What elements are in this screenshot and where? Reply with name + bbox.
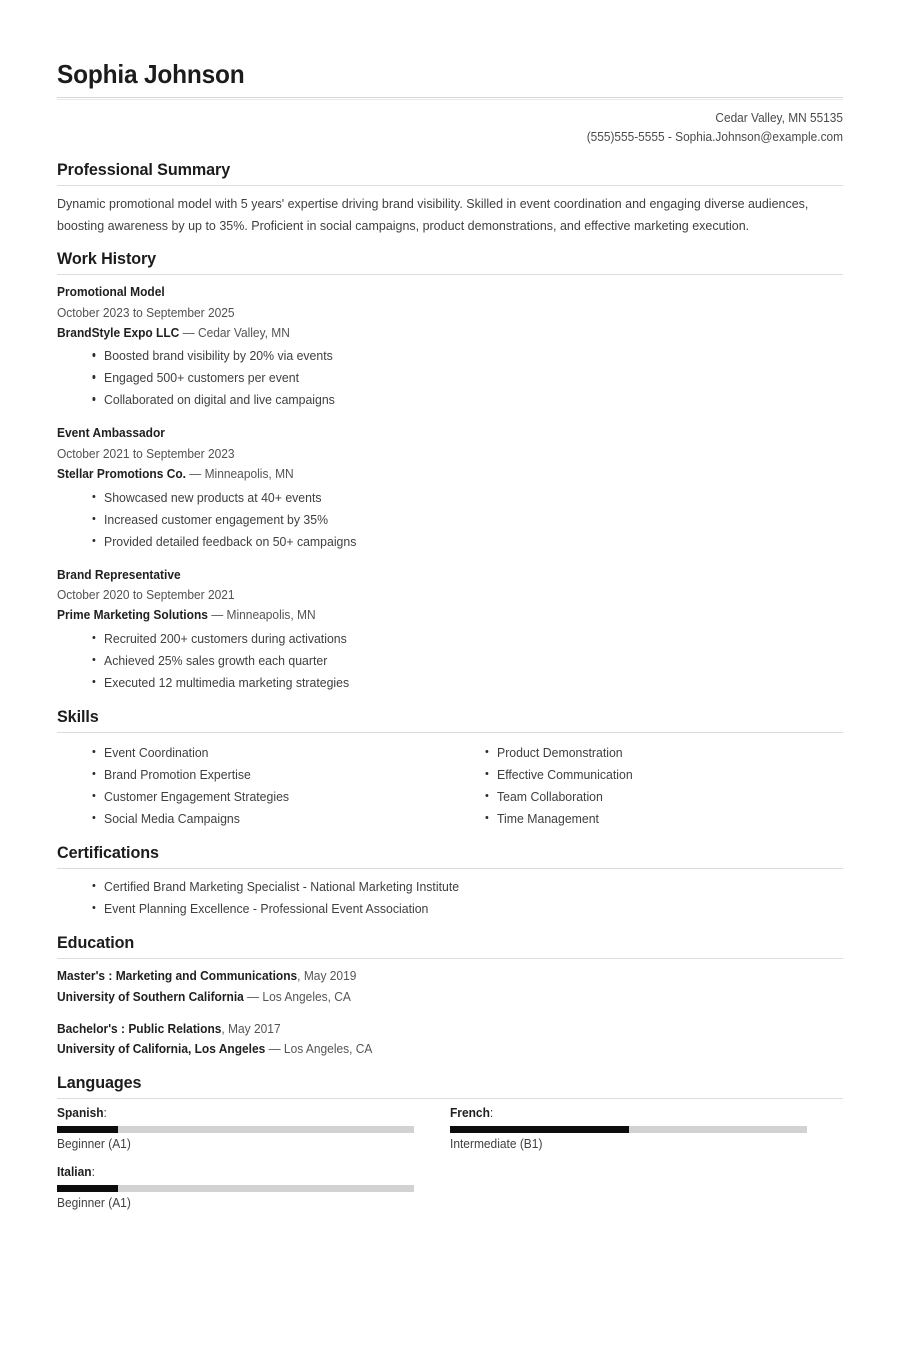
job-company-name: Prime Marketing Solutions xyxy=(57,608,208,623)
education-location: — Los Angeles, CA xyxy=(265,1042,373,1057)
language-name-colon: : xyxy=(489,1106,494,1121)
language-proficiency-track xyxy=(57,1185,414,1192)
education-location: — Los Angeles, CA xyxy=(243,989,351,1004)
resume-header xyxy=(57,60,843,147)
job-bullet: Showcased new products at 40+ events xyxy=(104,487,813,509)
section-title-certifications: Certifications xyxy=(57,842,159,862)
job-bullet-list xyxy=(57,345,843,411)
job-bullet: Increased customer engagement by 35% xyxy=(104,509,813,531)
job-bullet: Executed 12 multimedia marketing strategies xyxy=(104,672,813,694)
education-entry xyxy=(57,1019,843,1061)
section-title-skills: Skills xyxy=(57,706,99,726)
skill-item: Social Media Campaigns xyxy=(104,808,436,830)
skills-list-left xyxy=(57,742,450,830)
education-entry xyxy=(57,966,843,1008)
work-history-entry xyxy=(57,423,843,552)
section-title-work-history: Work History xyxy=(57,249,157,269)
job-bullet-list xyxy=(57,487,843,553)
section-divider xyxy=(57,868,843,869)
language-level-label: Beginner (A1) xyxy=(57,1196,131,1211)
section-languages xyxy=(57,1073,843,1224)
education-degree-line xyxy=(57,966,804,987)
job-bullet: Engaged 500+ customers per event xyxy=(104,367,813,389)
job-bullet: Collaborated on digital and live campaigns xyxy=(104,389,813,411)
job-company-location xyxy=(57,464,804,484)
job-bullet: Recruited 200+ customers during activations xyxy=(104,628,813,650)
section-skills xyxy=(57,707,843,830)
contact-block xyxy=(96,109,843,148)
section-professional-summary xyxy=(57,160,843,236)
skills-column-right xyxy=(450,740,843,830)
education-school: University of Southern California xyxy=(57,989,244,1004)
language-proficiency-track xyxy=(57,1126,414,1133)
language-entry xyxy=(57,1106,450,1151)
education-list xyxy=(57,966,843,1061)
education-degree: Bachelor's : Public Relations xyxy=(57,1021,222,1036)
skills-list-right xyxy=(450,742,843,830)
language-entry xyxy=(57,1165,450,1210)
contact-phone-email: (555)555-5555 - Sophia.Johnson@example.com xyxy=(586,129,843,144)
skill-item: Brand Promotion Expertise xyxy=(104,764,436,786)
job-bullet-list xyxy=(57,628,843,694)
language-name: French: xyxy=(450,1106,494,1121)
work-history-entry xyxy=(57,282,843,411)
section-certifications xyxy=(57,843,843,920)
job-company-location xyxy=(57,323,804,343)
language-name-colon: : xyxy=(91,1165,95,1180)
candidate-name: Sophia Johnson xyxy=(57,59,245,89)
skill-item: Time Management xyxy=(497,808,829,830)
education-degree: Master's : Marketing and Communications xyxy=(57,968,298,983)
language-proficiency-fill xyxy=(57,1126,118,1133)
job-title: Brand Representative xyxy=(57,567,181,582)
language-name-colon: : xyxy=(103,1106,107,1121)
skill-item: Customer Engagement Strategies xyxy=(104,786,436,808)
job-bullet: Achieved 25% sales growth each quarter xyxy=(104,650,813,672)
job-company-location xyxy=(57,605,804,625)
skills-column-left xyxy=(57,740,450,830)
education-school-line xyxy=(57,1039,804,1060)
job-dates: October 2021 to September 2023 xyxy=(57,446,235,461)
education-school-line xyxy=(57,987,804,1008)
job-bullet: Provided detailed feedback on 50+ campaigns xyxy=(104,531,813,553)
work-history-list xyxy=(57,282,843,694)
section-work-history xyxy=(57,249,843,694)
languages-grid xyxy=(57,1106,843,1224)
section-education xyxy=(57,933,843,1061)
language-name: Italian: xyxy=(57,1165,95,1180)
language-proficiency-track xyxy=(450,1126,807,1133)
section-title-languages: Languages xyxy=(57,1073,142,1093)
job-title: Event Ambassador xyxy=(57,426,165,441)
education-date: , May 2019 xyxy=(297,968,357,983)
education-degree-line xyxy=(57,1019,804,1040)
section-title-education: Education xyxy=(57,932,135,952)
skill-item: Event Coordination xyxy=(104,742,436,764)
language-entry xyxy=(450,1106,843,1151)
job-location: — Cedar Valley, MN xyxy=(179,326,290,340)
language-proficiency-fill xyxy=(450,1126,629,1133)
certification-item: Event Planning Excellence - Professional Event Association xyxy=(104,898,813,920)
skills-columns xyxy=(57,740,843,830)
skill-item: Product Demonstration xyxy=(497,742,829,764)
section-divider xyxy=(57,185,843,186)
header-divider xyxy=(57,97,843,100)
job-location: — Minneapolis, MN xyxy=(207,608,316,623)
section-divider xyxy=(57,1098,843,1099)
language-proficiency-fill xyxy=(57,1185,118,1192)
certifications-list xyxy=(57,876,843,920)
job-title: Promotional Model xyxy=(57,285,165,300)
job-location: — Minneapolis, MN xyxy=(185,467,294,482)
resume-content xyxy=(57,60,843,1224)
summary-text: Dynamic promotional model with 5 years' expertise driving brand visibility. Skilled in event coordination and engaging diverse audiences, boosting awareness by up to 35%. Proficient in social campaigns, product demonstrations, and effective marketing execution. xyxy=(57,196,809,233)
language-level-label: Beginner (A1) xyxy=(57,1137,131,1152)
job-dates: October 2020 to September 2021 xyxy=(57,587,235,602)
skill-item: Team Collaboration xyxy=(497,786,829,808)
job-dates: October 2023 to September 2025 xyxy=(57,305,235,320)
education-date: , May 2017 xyxy=(221,1021,281,1036)
job-company-name: Stellar Promotions Co. xyxy=(57,467,186,482)
skill-item: Effective Communication xyxy=(497,764,829,786)
job-bullet: Boosted brand visibility by 20% via events xyxy=(104,345,813,367)
language-level-label: Intermediate (B1) xyxy=(450,1137,543,1152)
certification-item: Certified Brand Marketing Specialist - National Marketing Institute xyxy=(104,876,813,898)
contact-address: Cedar Valley, MN 55135 xyxy=(715,110,843,125)
language-name: Spanish: xyxy=(57,1106,107,1121)
education-school: University of California, Los Angeles xyxy=(57,1042,266,1057)
job-company-name: BrandStyle Expo LLC xyxy=(57,326,180,340)
section-title-summary: Professional Summary xyxy=(57,160,231,180)
section-divider xyxy=(57,958,843,959)
section-divider xyxy=(57,732,843,733)
work-history-entry xyxy=(57,565,843,694)
section-divider xyxy=(57,274,843,275)
